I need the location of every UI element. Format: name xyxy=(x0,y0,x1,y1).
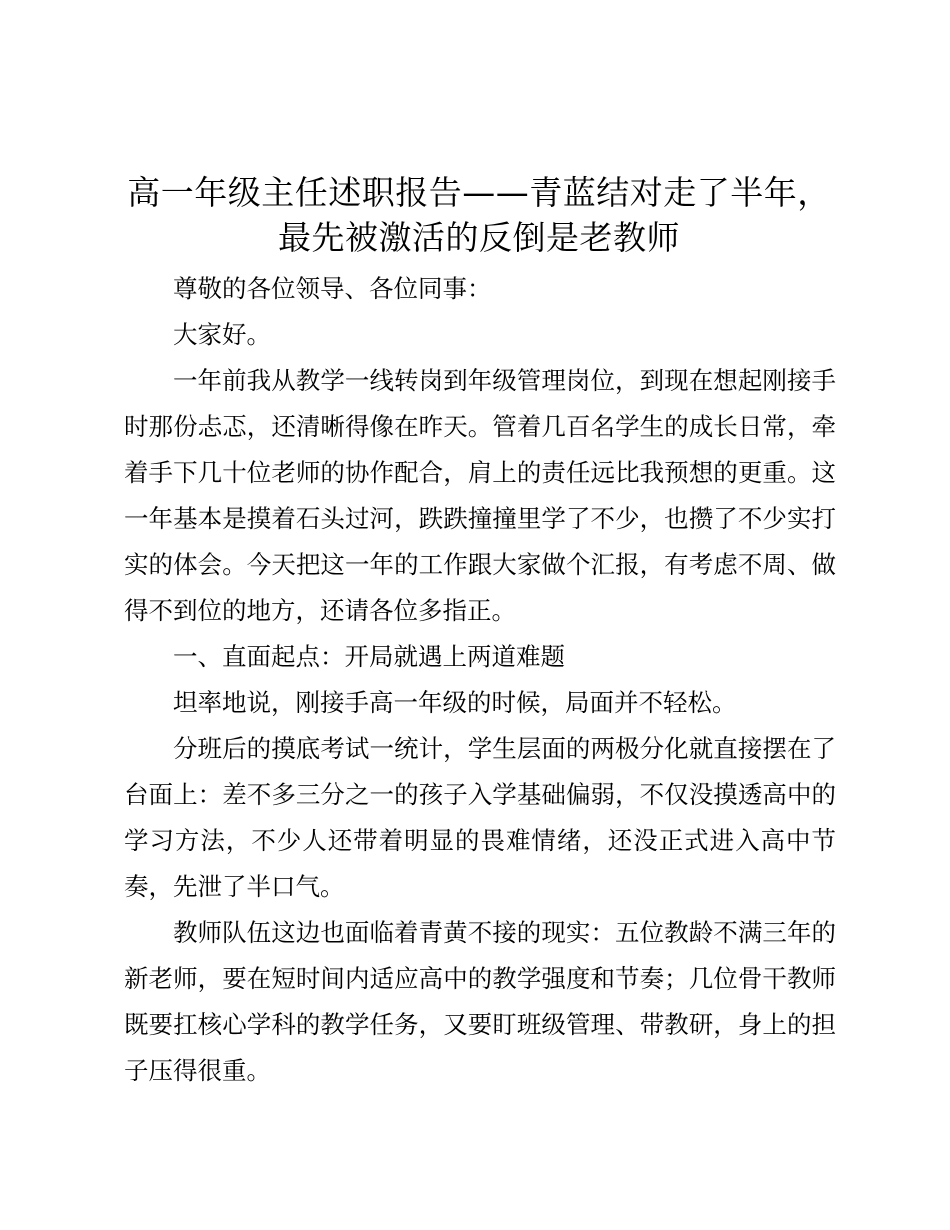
document-title: 高一年级主任述职报告——青蓝结对走了半年，最先被激活的反倒是老教师 xyxy=(127,173,831,257)
greeting: 大家好。 xyxy=(173,320,271,349)
salutation: 尊敬的各位领导、各位同事： xyxy=(173,274,492,303)
paragraph: 教师队伍这边也面临着青黄不接的现实：五位教龄不满三年的新老师，要在短时间内适应高中的教学强度和节奏；几位骨干教师既要扛核心学科的教学任务，又要盯班级管理、带教研，身上的担子压得很重。 xyxy=(124,918,836,1085)
paragraph-intro: 一年前我从教学一线转岗到年级管理岗位，到现在想起刚接手时那份忐忑，还清晰得像在昨天。管着几百名学生的成长日常，牵着手下几十位老师的协作配合，肩上的责任远比我预想的更重。这一年基本是摸着石头过河，跌跌撞撞里学了不少，也攒了不少实打实的体会。今天把这一年的工作跟大家做个汇报，有考虑不周、做得不到位的地方，还请各位多指正。 xyxy=(124,366,836,625)
section-heading: 一、直面起点：开局就遇上两道难题 xyxy=(173,642,565,671)
paragraph: 分班后的摸底考试一统计，学生层面的两极分化就直接摆在了台面上：差不多三分之一的孩子入学基础偏弱，不仅没摸透高中的学习方法，不少人还带着明显的畏难情绪，还没正式进入高中节奏，先泄了半口气。 xyxy=(124,734,836,901)
document-body xyxy=(124,266,836,1094)
paragraph: 坦率地说，刚接手高一年级的时候，局面并不轻松。 xyxy=(173,688,737,717)
